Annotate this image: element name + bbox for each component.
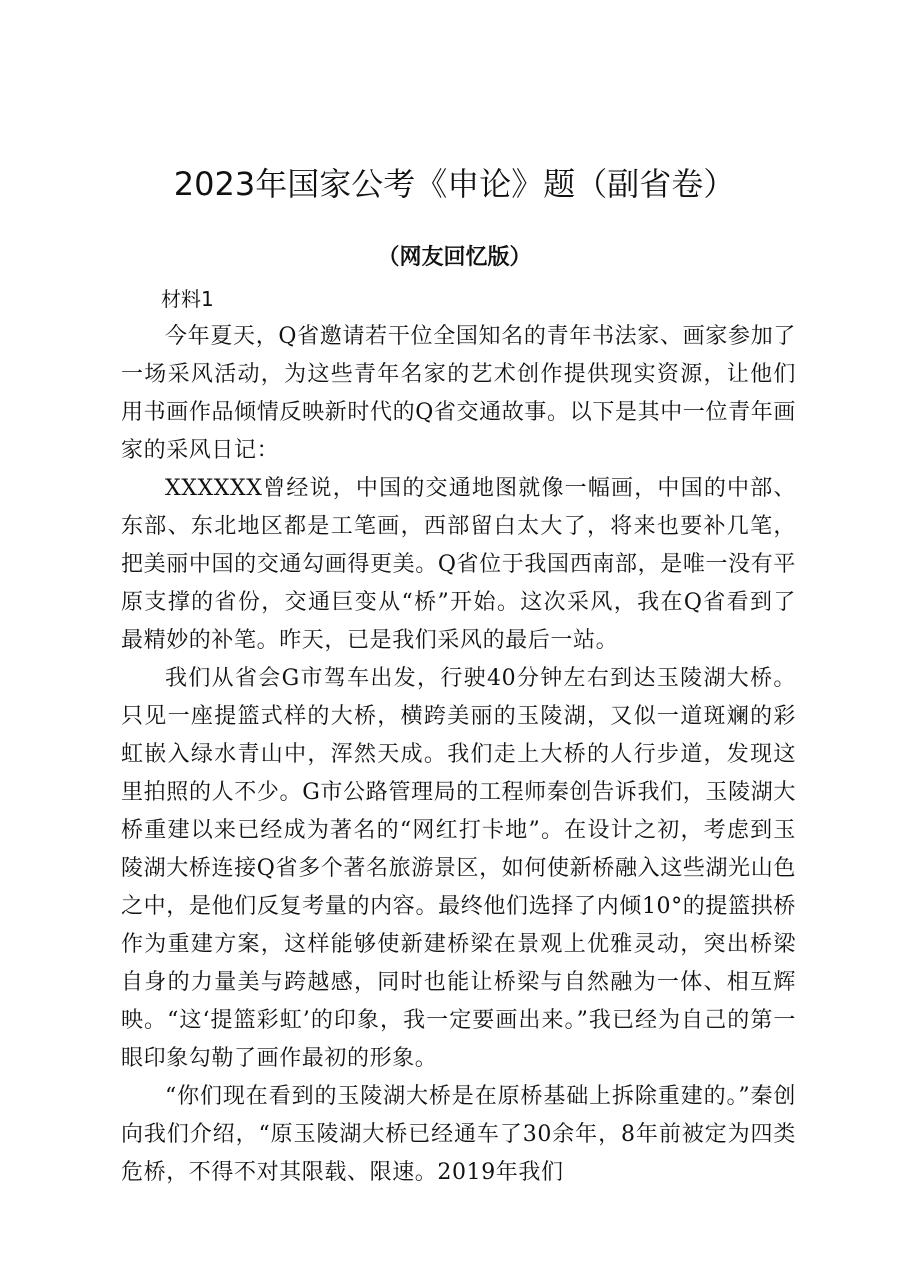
document-body (121, 280, 796, 1192)
paragraph-2: XXXXXX曾经说，中国的交通地图就像一幅画，中国的中部、东部、东北地区都是工笔画，西部留白太大了，将来也要补几笔，把美丽中国的交通勾画得更美。Q省位于我国西南部，是唯一没有平原支撑的省份，交通巨变从“桥”开始。这次采风，我在Q省看到了最精妙的补笔。昨天，已是我们采风的最后一站。 (121, 476, 796, 653)
section-heading: 材料1 (161, 287, 214, 311)
paragraph-4: “你们现在看到的玉陵湖大桥是在原桥基础上拆除重建的。”秦创向我们介绍，“原玉陵湖大桥已经通车了30余年，8年前被定为四类危桥，不得不对其限载、限速。2019年我们 (121, 1084, 796, 1185)
document-subtitle: （网友回忆版） (377, 244, 532, 270)
document-title: 2023年国家公考《申论》题（副省卷） (173, 165, 736, 203)
paragraph-1: 今年夏天，Q省邀请若干位全国知名的青年书法家、画家参加了一场采风活动，为这些青年名家的艺术创作提供现实资源，让他们用书画作品倾情反映新时代的Q省交通故事。以下是其中一位青年画家的采风日记： (121, 324, 796, 463)
paragraph-3: 我们从省会G市驾车出发，行驶40分钟左右到达玉陵湖大桥。只见一座提篮式样的大桥，横跨美丽的玉陵湖，又似一道斑斓的彩虹嵌入绿水青山中，浑然天成。我们走上大桥的人行步道，发现这里拍照的人不少。G市公路管理局的工程师秦创告诉我们，玉陵湖大桥重建以来已经成为著名的“网红打卡地”。在设计之初，考虑到玉陵湖大桥连接Q省多个著名旅游景区，如何使新桥融入这些湖光山色之中，是他们反复考量的内容。最终他们选择了内倾10°的提篮拱桥作为重建方案，这样能够使新建桥梁在景观上优雅灵动，突出桥梁自身的力量美与跨越感，同时也能让桥梁与自然融为一体、相互辉映。“这‘提篮彩虹’的印象，我一定要画出来。”我已经为自己的第一眼印象勾勒了画作最初的形象。 (121, 666, 796, 1071)
